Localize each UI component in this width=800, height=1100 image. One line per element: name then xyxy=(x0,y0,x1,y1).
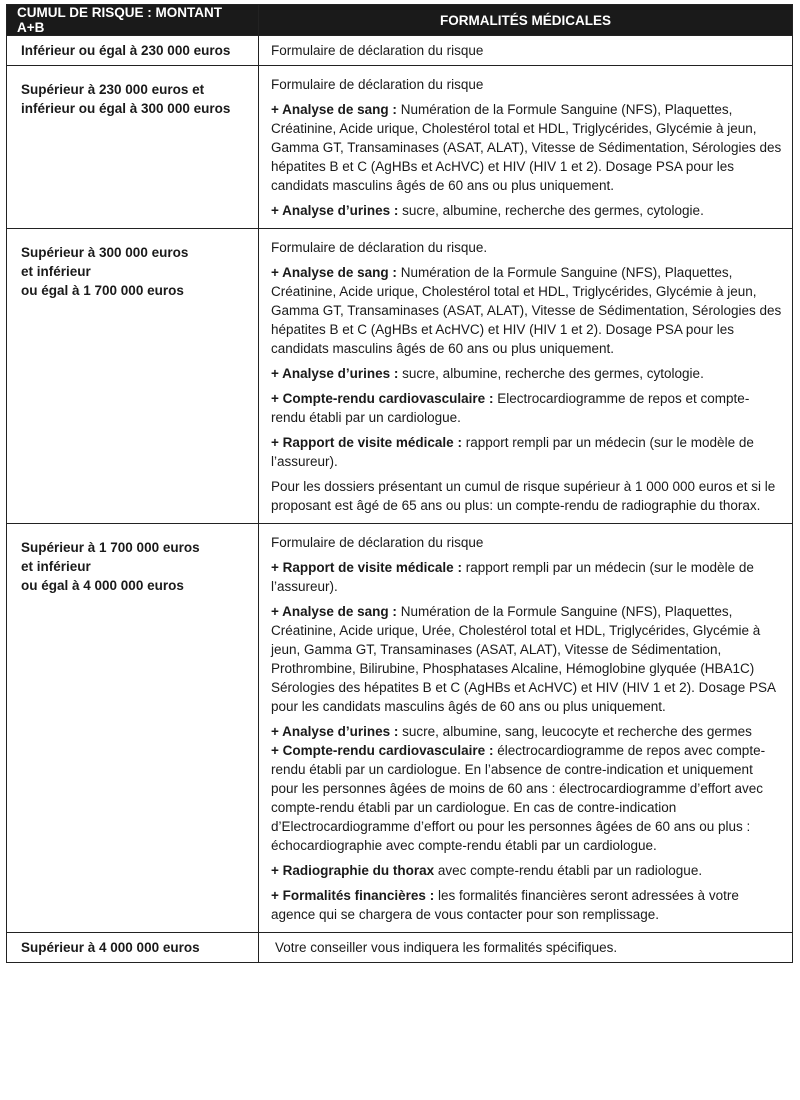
formality-heading: + Rapport de visite médicale : xyxy=(271,435,462,450)
formality-heading: + Analyse d’urines : xyxy=(271,203,399,218)
formality-paragraph xyxy=(271,477,782,515)
formality-heading: + Analyse de sang : xyxy=(271,265,397,280)
formality-text: électrocardiogramme de repos avec compte-rendu établi par un cardiologue. En l’absence de contre-indication et uniquement pour les personnes âgées de moins de 60 ans : électrocardiogramme d’effort avec compte-rendu établi par un cardiologue. En cas de contre-indication d’Electrocardiogramme d’effort ou pour les personnes âgées de 60 ans ou plus : échocardiographie avec compte-rendu établi par un cardiologue. xyxy=(271,743,766,853)
formality-text: Formulaire de déclaration du risque xyxy=(271,43,484,58)
table-row xyxy=(7,933,793,963)
formality-text: Electrocardiogramme de repos et compte-rendu établi par un cardiologue. xyxy=(271,391,750,425)
table-row xyxy=(7,36,793,66)
formality-text: sucre, albumine, recherche des germes, cytologie. xyxy=(398,203,704,218)
formality-heading: + Analyse de sang : xyxy=(271,604,397,619)
formality-paragraph xyxy=(271,602,782,716)
formality-heading: + Compte-rendu cardiovasculaire : xyxy=(271,391,494,406)
risk-threshold-cell xyxy=(7,229,259,524)
formality-text: Numération de la Formule Sanguine (NFS), Plaquettes, Créatinine, Acide urique, Urée, Cholestérol total et HDL, Triglycérides, Glycémie à jeun, Gamma GT, Transaminases (ASAT, ALAT), Vitesse de Sédimentation, Prothrombine, Bilirubine, Phosphatases Alcaline, Hémoglobine glyquée (HBA1C) Sérologies des hépatites B et C (AgHBs et AcHVC) et HIV (HIV 1 et 2). Dosage PSA pour les candidats masculins âgés de 60 ans ou plus uniquement. xyxy=(271,604,776,714)
formality-heading: + Rapport de visite médicale : xyxy=(271,560,462,575)
formality-paragraph xyxy=(271,558,782,596)
formality-paragraph xyxy=(271,263,782,358)
medical-formalities-table xyxy=(6,4,793,963)
formality-text: Votre conseiller vous indiquera les formalités spécifiques. xyxy=(275,940,618,955)
risk-threshold-line: ou égal à 4 000 000 euros xyxy=(21,578,184,593)
formality-paragraph xyxy=(271,238,782,257)
formalities-cell xyxy=(259,229,793,524)
formality-paragraph xyxy=(271,389,782,427)
risk-threshold-line: ou égal à 1 700 000 euros xyxy=(21,283,184,298)
formality-paragraph xyxy=(271,433,782,471)
table-row xyxy=(7,66,793,229)
formality-heading: + Formalités financières : xyxy=(271,888,435,903)
table-header-row xyxy=(7,5,793,36)
formality-text: Formulaire de déclaration du risque. xyxy=(271,240,488,255)
formality-paragraph xyxy=(271,741,782,855)
risk-threshold-line: et inférieur xyxy=(21,559,91,574)
table-row xyxy=(7,524,793,933)
header-risk-amount: CUMUL DE RISQUE : MONTANT A+B xyxy=(7,5,259,36)
formality-paragraph xyxy=(271,201,782,220)
formalities-cell xyxy=(259,933,793,963)
formality-text: sucre, albumine, recherche des germes, cytologie. xyxy=(398,366,704,381)
formality-text: Numération de la Formule Sanguine (NFS), Plaquettes, Créatinine, Acide urique, Cholestérol total et HDL, Triglycérides, Glycémie à jeun, Gamma GT, Transaminases (ASAT, ALAT), Vitesse de Sédimentation, Sérologies des hépatites B et C (AgHBs et AcHVC) et HIV (HIV 1 et 2). Dosage PSA pour les candidats masculins âgés de 60 ans ou plus uniquement. xyxy=(271,265,782,356)
table-row xyxy=(7,229,793,524)
risk-threshold-line: inférieur ou égal à 300 000 euros xyxy=(21,101,231,116)
risk-threshold-cell xyxy=(7,66,259,229)
formality-paragraph xyxy=(271,41,782,60)
formality-paragraph xyxy=(271,100,782,195)
risk-threshold-line: Supérieur à 1 700 000 euros xyxy=(21,540,200,555)
formality-paragraph xyxy=(275,938,782,957)
formality-heading: + Analyse de sang : xyxy=(271,102,397,117)
formalities-cell xyxy=(259,524,793,933)
formalities-cell xyxy=(259,36,793,66)
formality-text: avec compte-rendu établi par un radiologue. xyxy=(434,863,703,878)
formality-paragraph xyxy=(271,861,782,880)
formality-heading: + Analyse d’urines : xyxy=(271,724,399,739)
formality-text: rapport rempli par un médecin (sur le modèle de l’assureur). xyxy=(271,560,754,594)
formality-text: rapport rempli par un médecin (sur le modèle de l’assureur). xyxy=(271,435,754,469)
formality-paragraph xyxy=(271,75,782,94)
formality-heading: + Radiographie du thorax xyxy=(271,863,435,878)
risk-threshold-cell xyxy=(7,36,259,66)
formality-text: Pour les dossiers présentant un cumul de risque supérieur à 1 000 000 euros et si le proposant est âgé de 65 ans ou plus: un compte-rendu de radiographie du thorax. xyxy=(271,479,776,513)
formality-text: Formulaire de déclaration du risque xyxy=(271,77,484,92)
formality-text: Formulaire de déclaration du risque xyxy=(271,535,484,550)
risk-threshold-line: Supérieur à 230 000 euros et xyxy=(21,82,205,97)
formality-text: les formalités financières seront adressées à votre agence qui se chargera de vous contacter pour son remplissage. xyxy=(271,888,739,922)
formality-text: Numération de la Formule Sanguine (NFS), Plaquettes, Créatinine, Acide urique, Cholestérol total et HDL, Triglycérides, Glycémie à jeun, Gamma GT, Transaminases (ASAT, ALAT), Vitesse de Sédimentation, Sérologies des hépatites B et C (AgHBs et AcHVC) et HIV (HIV 1 et 2). Dosage PSA pour les candidats masculins âgés de 60 ans ou plus uniquement. xyxy=(271,102,782,193)
formality-text: sucre, albumine, sang, leucocyte et recherche des germes xyxy=(398,724,752,739)
risk-threshold-line: Supérieur à 300 000 euros xyxy=(21,245,189,260)
formality-paragraph xyxy=(271,533,782,552)
formality-paragraph xyxy=(271,886,782,924)
formality-paragraph xyxy=(271,364,782,383)
risk-threshold-line: Supérieur à 4 000 000 euros xyxy=(21,940,200,955)
formalities-cell xyxy=(259,66,793,229)
header-medical-formalities: FORMALITÉS MÉDICALES xyxy=(259,5,793,36)
risk-threshold-line: Inférieur ou égal à 230 000 euros xyxy=(21,43,231,58)
formality-heading: + Analyse d’urines : xyxy=(271,366,399,381)
table-body xyxy=(7,36,793,963)
risk-threshold-cell xyxy=(7,933,259,963)
risk-threshold-line: et inférieur xyxy=(21,264,91,279)
formality-heading: + Compte-rendu cardiovasculaire : xyxy=(271,743,494,758)
risk-threshold-cell xyxy=(7,524,259,933)
formality-paragraph xyxy=(271,722,782,741)
